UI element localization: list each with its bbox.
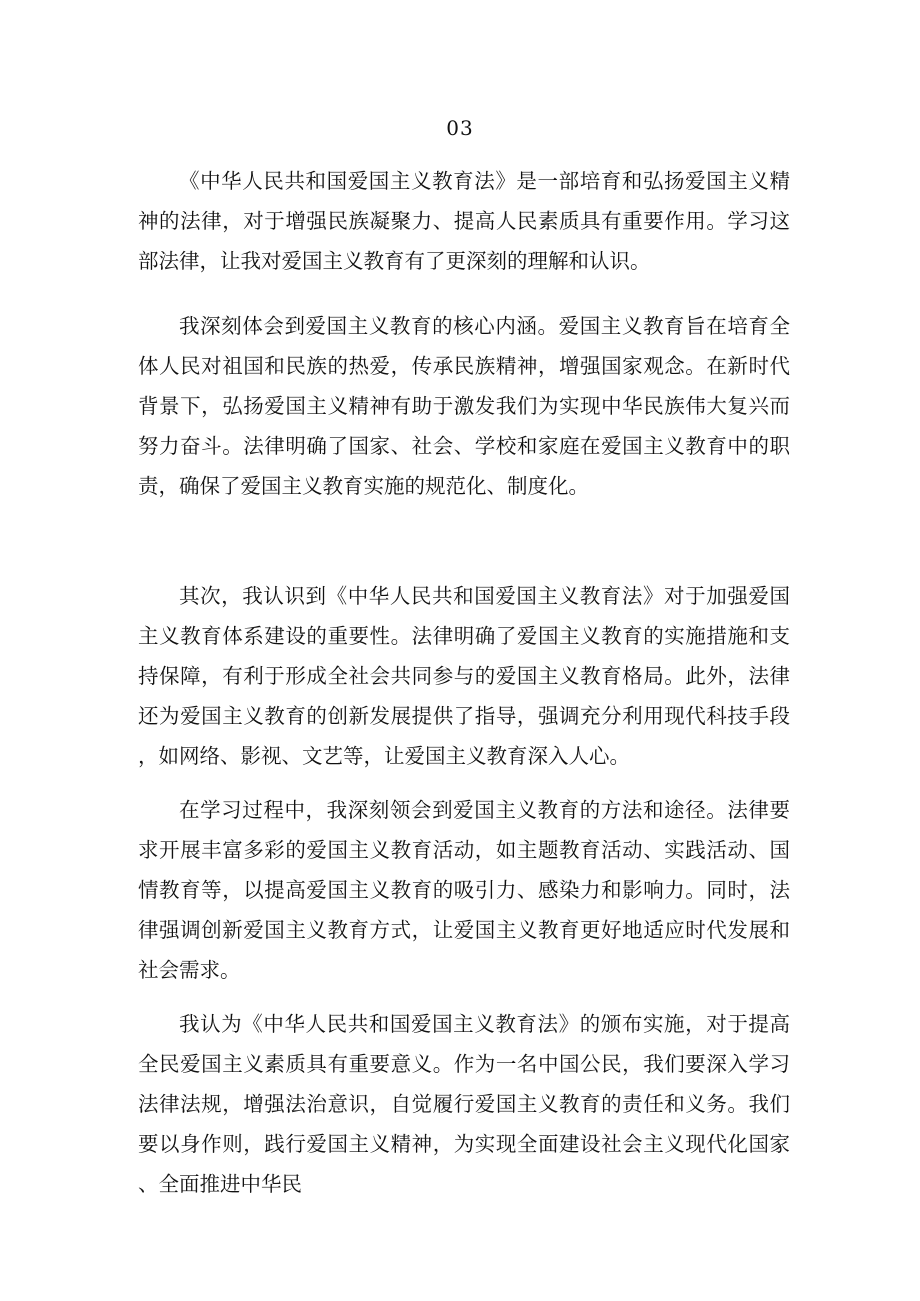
paragraph-3: 其次，我认识到《中华人民共和国爱国主义教育法》对于加强爱国主义教育体系建设的重要性。法律明确了爱国主义教育的实施措施和支持保障，有利于形成全社会共同参与的爱国主义教育格局。此外，法律还为爱国主义教育的创新发展提供了指导，强调充分利用现代科技手段，如网络、影视、文艺等，让爱国主义教育深入人心。 xyxy=(138,584,790,768)
paragraph-4: 在学习过程中，我深刻领会到爱国主义教育的方法和途径。法律要求开展丰富多彩的爱国主义教育活动，如主题教育活动、实践活动、国情教育等，以提高爱国主义教育的吸引力、感染力和影响力。同时，法律强调创新爱国主义教育方式，让爱国主义教育更好地适应时代发展和社会需求。 xyxy=(138,798,790,982)
paragraph-5: 我认为《中华人民共和国爱国主义教育法》的颁布实施，对于提高全民爱国主义素质具有重要意义。作为一名中国公民，我们要深入学习法律法规，增强法治意识，自觉履行爱国主义教育的责任和义务。我们要以身作则，践行爱国主义精神，为实现全面建设社会主义现代化国家、全面推进中华民 xyxy=(138,1012,790,1196)
paragraph-2: 我深刻体会到爱国主义教育的核心内涵。爱国主义教育旨在培育全体人民对祖国和民族的热爱，传承民族精神，增强国家观念。在新时代背景下，弘扬爱国主义精神有助于激发我们为实现中华民族伟大复兴而努力奋斗。法律明确了国家、社会、学校和家庭在爱国主义教育中的职责，确保了爱国主义教育实施的规范化、制度化。 xyxy=(138,314,790,498)
paragraph-1: 《中华人民共和国爱国主义教育法》是一部培育和弘扬爱国主义精神的法律，对于增强民族凝聚力、提高人民素质具有重要作用。学习这部法律，让我对爱国主义教育有了更深刻的理解和认识。 xyxy=(138,169,790,273)
document-body xyxy=(138,0,790,1301)
page-number: 03 xyxy=(446,116,474,140)
